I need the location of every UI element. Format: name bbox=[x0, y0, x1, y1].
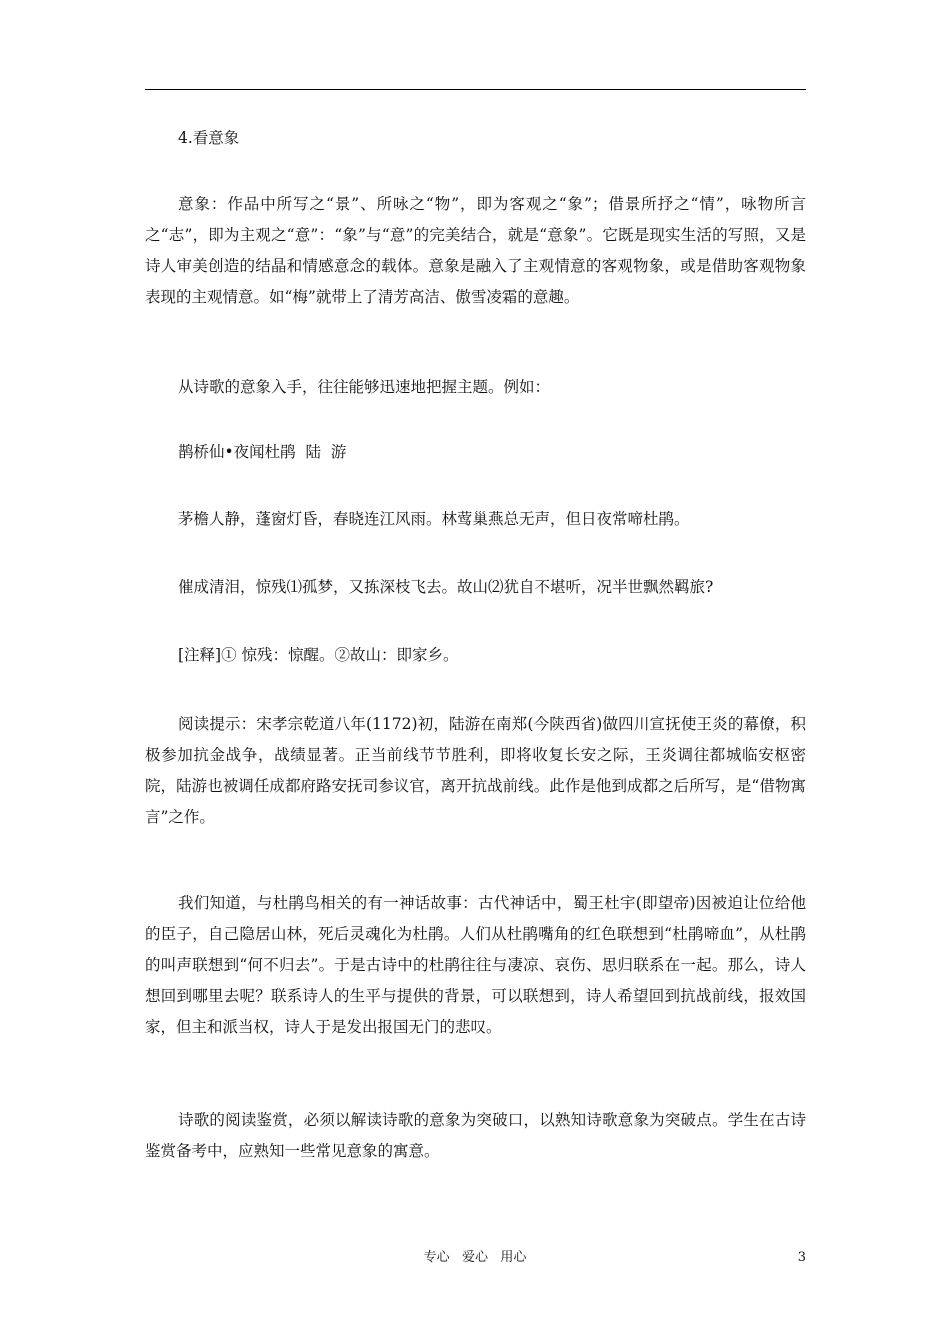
paragraph-approach: 从诗歌的意象入手，往往能够迅速地把握主题。例如： bbox=[178, 378, 551, 396]
paragraph-definition: 意象：作品中所写之“景”、所咏之“物”，即为客观之“象”；借景所抒之“情”，咏物所言之“志”，即为主观之“意”：“象”与“意”的完美结合，就是“意象”。它既是现实生活的写照，又是诗人审美创造的结晶和情感意念的载体。意象是融入了主观情意的客观物象，或是借助客观物象表现的主观情意。如“梅”就带上了清芳高洁、傲雪凌霜的意趣。 bbox=[145, 195, 806, 306]
paragraph-analysis: 我们知道，与杜鹃鸟相关的有一神话故事：古代神话中，蜀王杜宇(即望帝)因被迫让位给他的臣子，自己隐居山林，死后灵魂化为杜鹃。人们从杜鹃嘴角的红色联想到“杜鹃啼血”，从杜鹃的叫声联想到“何不归去”。于是古诗中的杜鹃往往与凄凉、哀伤、思归联系在一起。那么，诗人想回到哪里去呢？联系诗人的生平与提供的背景，可以联想到，诗人希望回到抗战前线，报效国家，但主和派当权，诗人于是发出报国无门的悲叹。 bbox=[145, 894, 806, 1036]
footer-motto: 专心 爱心 用心 bbox=[423, 1250, 527, 1265]
poem-title: 鹊桥仙•夜闻杜鹃 陆 游 bbox=[178, 443, 347, 461]
page-number: 3 bbox=[797, 1250, 806, 1265]
poem-line-2: 催成清泪，惊残⑴孤梦，又拣深枝飞去。故山⑵犹自不堪听，况半世飘然羁旅? bbox=[178, 578, 714, 596]
paragraph-reading-hint: 阅读提示：宋孝宗乾道八年(1172)初，陆游在南郑(今陕西省)做四川宣抚使王炎的幕僚，积极参加抗金战争，战绩显著。正当前线节节胜利，即将收复长安之际，王炎调往都城临安枢密院，陆游也被调任成都府路安抚司参议官，离开抗战前线。此作是他到成都之后所写，是“借物寓言”之作。 bbox=[145, 715, 806, 826]
annotation: [注释]① 惊残：惊醒。②故山：即家乡。 bbox=[178, 646, 459, 664]
header-rule bbox=[145, 89, 806, 90]
paragraph-conclusion: 诗歌的阅读鉴赏，必须以解读诗歌的意象为突破口，以熟知诗歌意象为突破点。学生在古诗鉴赏备考中，应熟知一些常见意象的寓意。 bbox=[145, 1111, 806, 1160]
poem-line-1: 茅檐人静，蓬窗灯昏，春晓连江风雨。林莺巢燕总无声，但日夜常啼杜鹃。 bbox=[178, 510, 690, 528]
section-heading: 4.看意象 bbox=[178, 129, 240, 147]
